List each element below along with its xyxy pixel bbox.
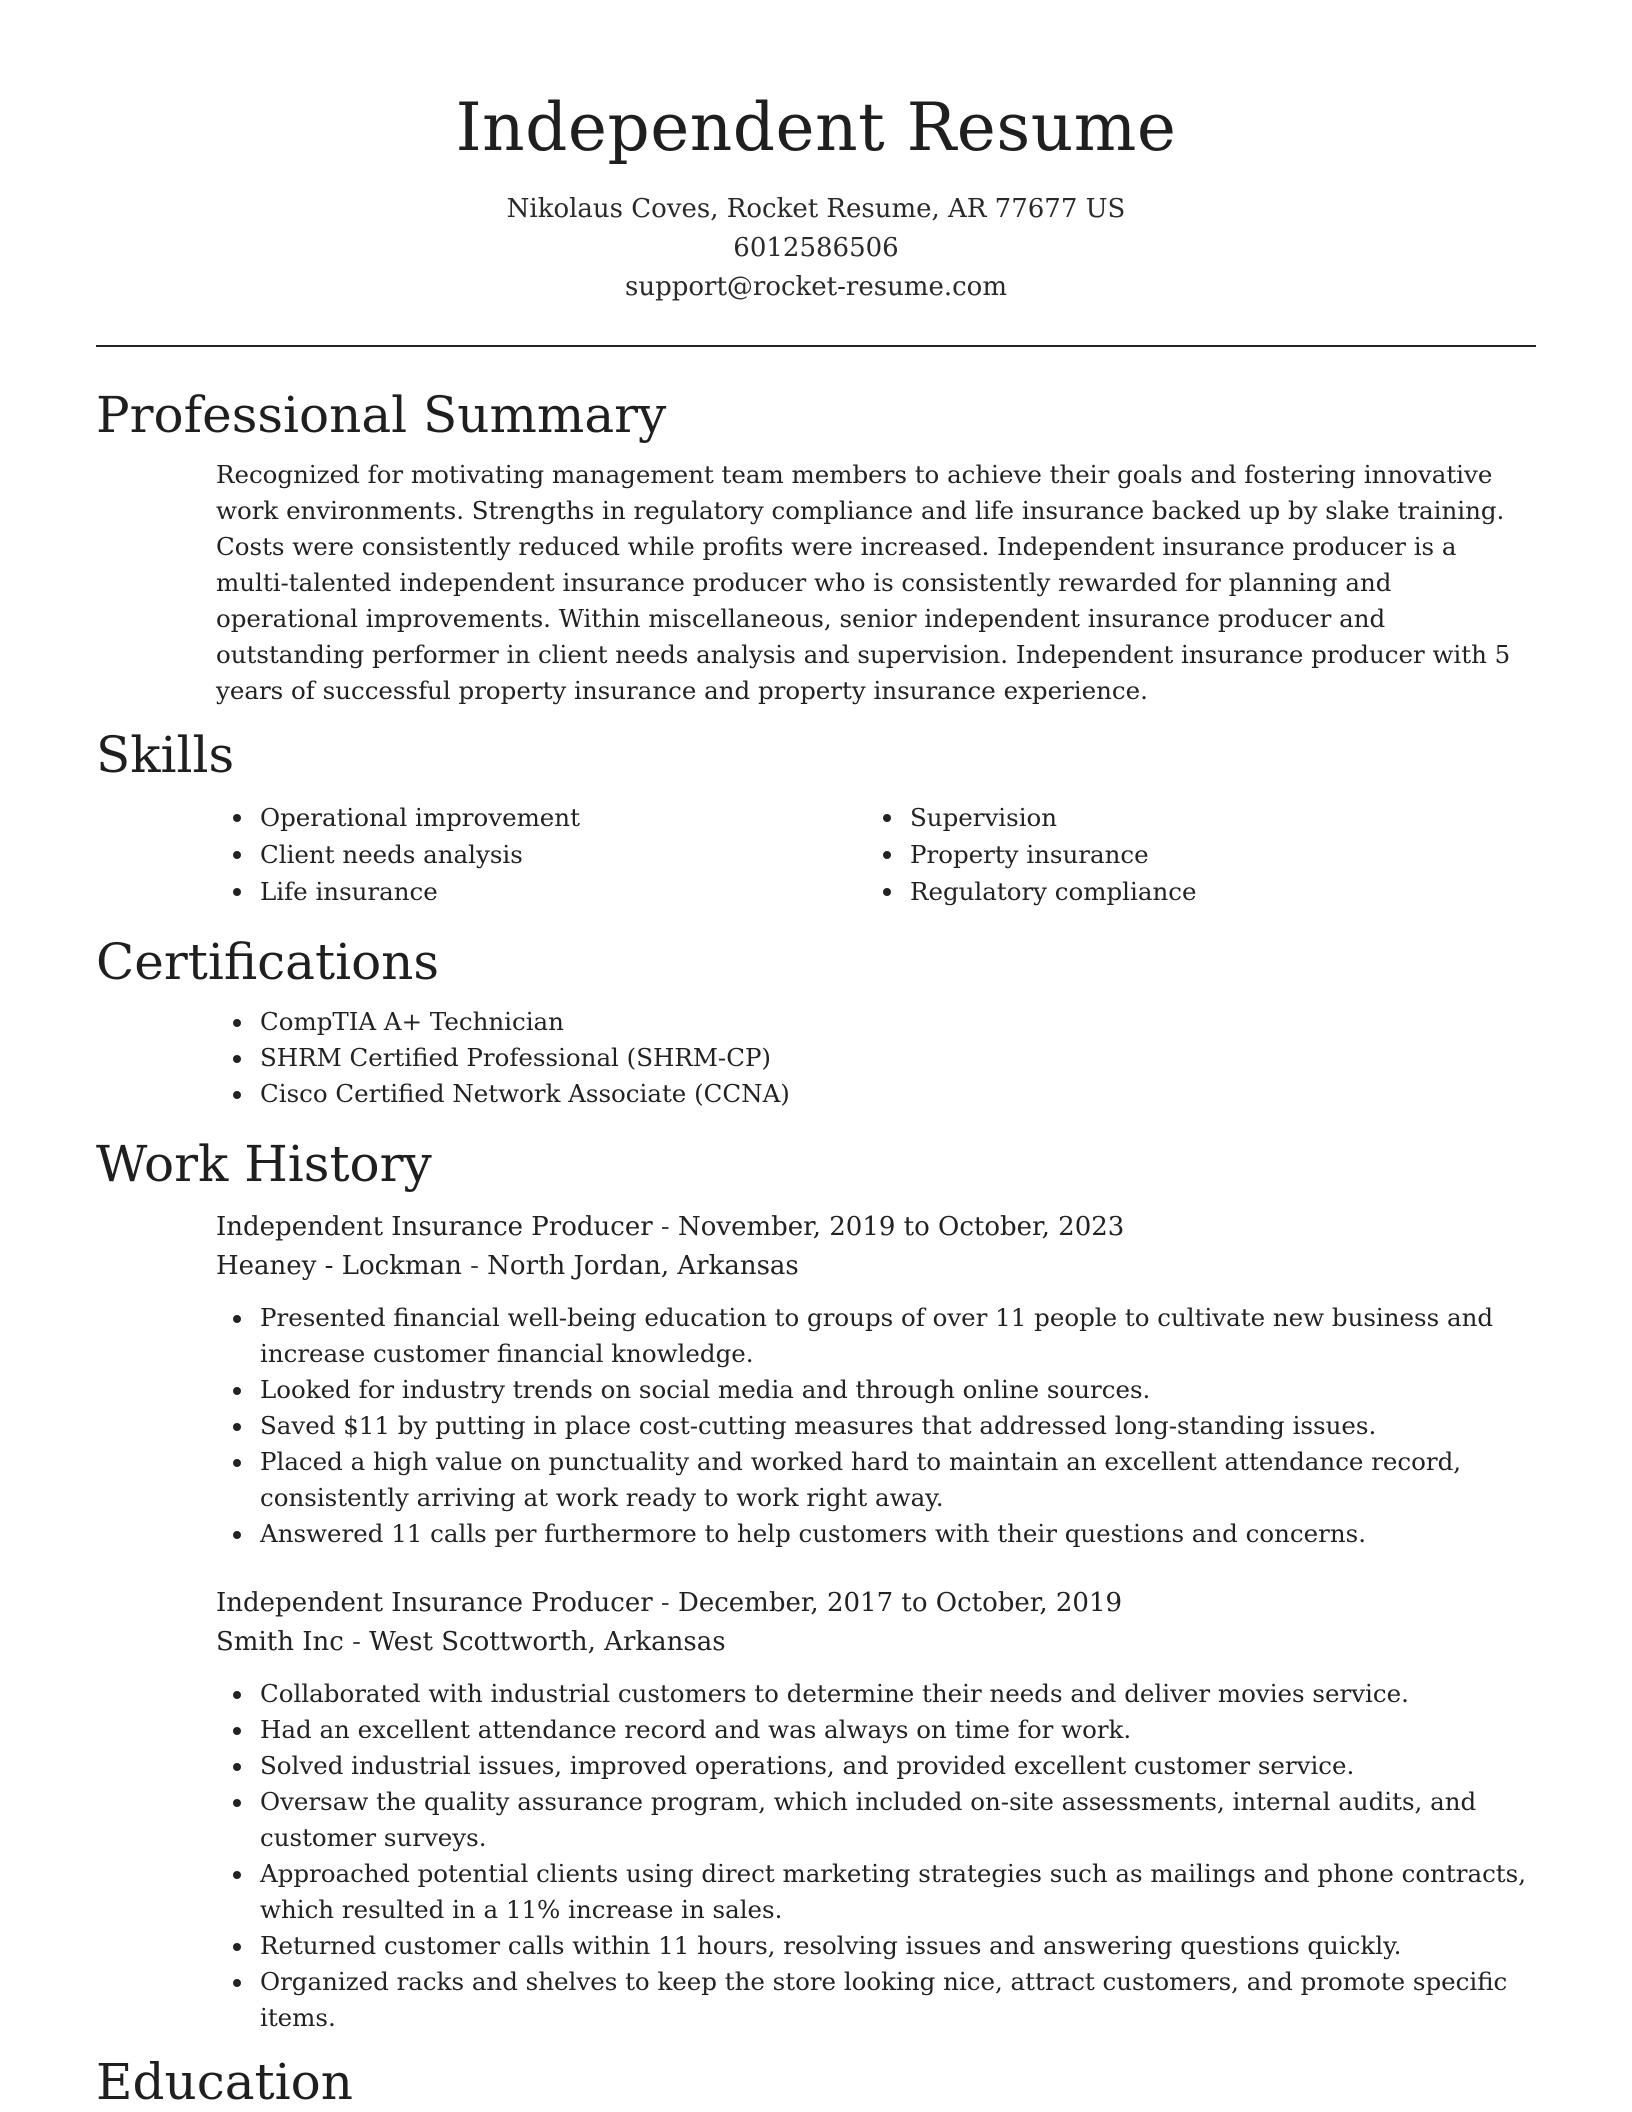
job-duties-list <box>216 1676 1536 2036</box>
contact-phone: 6012586506 <box>733 233 899 263</box>
contact-email: support@rocket-resume.com <box>624 272 1007 302</box>
job-title-line <box>216 1208 1536 1247</box>
job-company-line <box>216 1247 1536 1286</box>
certifications-section <box>96 932 1536 1112</box>
job-duty-item: Had an excellent attendance record and was always on time for work. <box>216 1712 1536 1748</box>
job-location: North Jordan, Arkansas <box>487 1251 799 1281</box>
job-duty-item: Looked for industry trends on social media and through online sources. <box>216 1372 1536 1408</box>
contact-address: Nikolaus Coves, Rocket Resume, AR 77677 US <box>506 194 1126 224</box>
job-duty-item: Placed a high value on punctuality and worked hard to maintain an excellent attendance record, consistently arriving at work ready to work right away. <box>216 1444 1536 1516</box>
job-duty-item: Collaborated with industrial customers to determine their needs and deliver movies service. <box>216 1676 1536 1712</box>
job-duty-item: Presented financial well-being education to groups of over 11 people to cultivate new business and increase customer financial knowledge. <box>216 1300 1536 1372</box>
resume-name: Independent Resume <box>455 89 1177 166</box>
skill-item: Supervision <box>866 799 1516 836</box>
skills-column-right <box>866 799 1516 910</box>
resume-page <box>96 0 1536 2112</box>
skills-column-left <box>216 799 866 910</box>
skills-heading: Skills <box>96 726 235 784</box>
job-duty-item: Organized racks and shelves to keep the store looking nice, attract customers, and promote specific items. <box>216 1964 1536 2036</box>
certification-item: CompTIA A+ Technician <box>216 1004 1536 1040</box>
job-duty-item: Answered 11 calls per furthermore to help customers with their questions and concerns. <box>216 1516 1536 1552</box>
skill-item: Regulatory compliance <box>866 873 1516 910</box>
summary-section <box>96 385 1536 709</box>
summary-heading: Professional Summary <box>96 386 667 444</box>
job-separator: - <box>343 1627 370 1657</box>
job-company: Heaney - Lockman <box>216 1251 462 1281</box>
job-company-line <box>216 1623 1536 1662</box>
job-entry <box>96 1208 1536 1552</box>
job-company: Smith Inc <box>216 1627 344 1657</box>
skills-section <box>96 725 1536 910</box>
skill-item: Property insurance <box>866 836 1516 873</box>
job-dates: November, 2019 to October, 2023 <box>677 1212 1125 1242</box>
contact-block <box>96 190 1536 307</box>
certifications-list <box>216 1004 1536 1112</box>
job-separator: - <box>652 1212 678 1242</box>
skill-item: Client needs analysis <box>216 836 866 873</box>
job-duty-item: Approached potential clients using direct marketing strategies such as mailings and phone contracts, which resulted in a 11% increase in sales. <box>216 1856 1536 1928</box>
job-separator: - <box>652 1588 678 1618</box>
education-section <box>96 2052 1536 2112</box>
job-duty-item: Returned customer calls within 11 hours, resolving issues and answering questions quickly. <box>216 1928 1536 1964</box>
job-duty-item: Oversaw the quality assurance program, which included on-site assessments, internal audits, and customer surveys. <box>216 1784 1536 1856</box>
work-history-section <box>96 1134 1536 2036</box>
job-duty-item: Saved $11 by putting in place cost-cutting measures that addressed long-standing issues. <box>216 1408 1536 1444</box>
certification-item: SHRM Certified Professional (SHRM-CP) <box>216 1040 1536 1076</box>
resume-header <box>96 0 1536 307</box>
job-role: Independent Insurance Producer <box>216 1212 653 1242</box>
certification-item: Cisco Certified Network Associate (CCNA) <box>216 1076 1536 1112</box>
job-location: West Scottworth, Arkansas <box>369 1627 726 1657</box>
skill-item: Life insurance <box>216 873 866 910</box>
job-title-line <box>216 1584 1536 1623</box>
job-entry <box>96 1584 1536 2036</box>
job-duties-list <box>216 1300 1536 1552</box>
certifications-heading: Certifications <box>96 933 440 991</box>
job-dates: December, 2017 to October, 2019 <box>677 1588 1123 1618</box>
work-history-heading: Work History <box>96 1135 432 1193</box>
education-heading: Education <box>96 2053 353 2111</box>
job-role: Independent Insurance Producer <box>216 1588 653 1618</box>
skills-list <box>216 799 1536 910</box>
header-divider <box>96 345 1536 347</box>
job-duty-item: Solved industrial issues, improved operations, and provided excellent customer service. <box>216 1748 1536 1784</box>
job-separator: - <box>461 1251 488 1281</box>
skill-item: Operational improvement <box>216 799 866 836</box>
summary-text: Recognized for motivating management team members to achieve their goals and fostering innovative work environments. Strengths in regulatory compliance and life insurance backed up by slake training. Costs were consistently reduced while profits were increased. Independent insurance producer is a multi-talented independent insurance producer who is consistently rewarded for planning and operational improvements. Within miscellaneous, senior independent insurance producer and outstanding performer in client needs analysis and supervision. Independent insurance producer with 5 years of successful property insurance and property insurance experience. <box>216 460 1511 705</box>
